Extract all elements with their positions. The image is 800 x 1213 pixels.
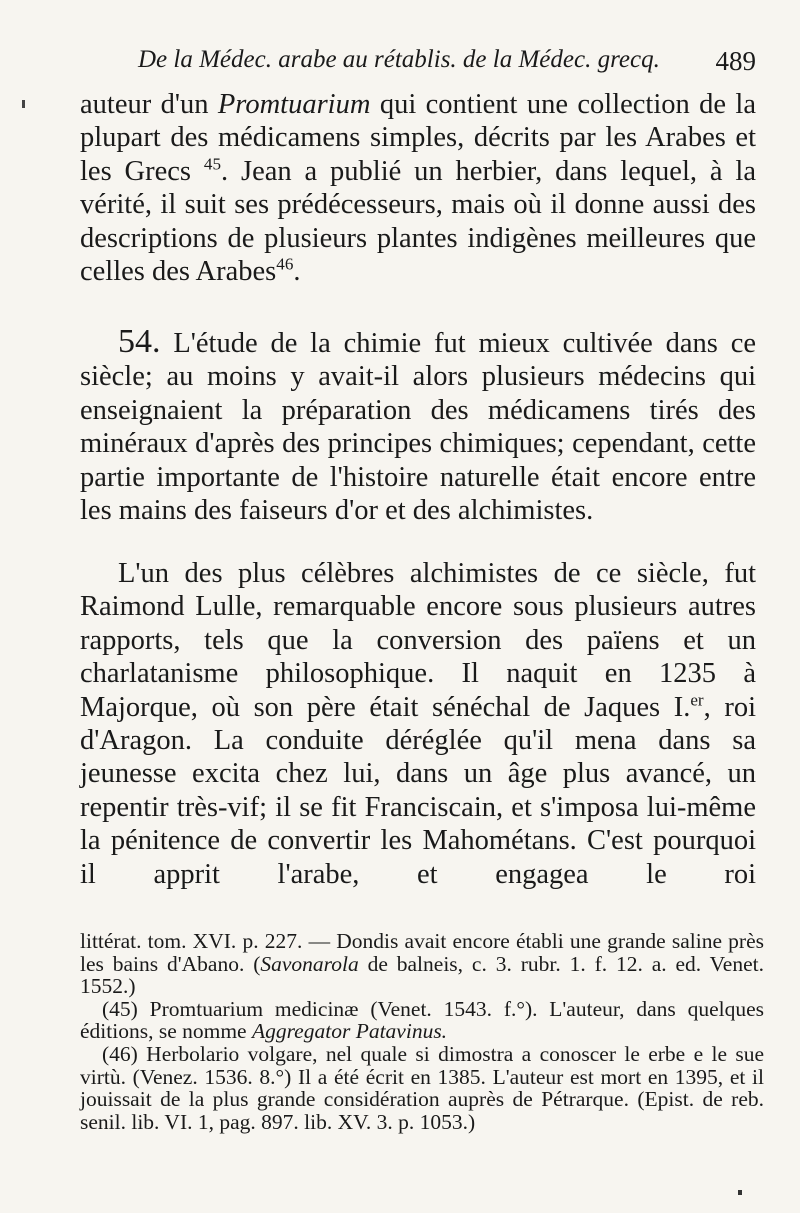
fn45-emphasis: Aggregator Patavinus. — [251, 1019, 448, 1044]
p2-text: L'étude de la chimie fut mieux cultivée dans ce siècle; au moins y avait-il alors plusieurs médecins qui enseignaient la préparation des médicamens tirés des minéraux d'après des principes chimiques; cependant, cette partie importante de l'histoire naturelle était encore entre les mains des faiseurs d'or et des alchimistes. — [80, 328, 756, 527]
footnote-45 — [80, 998, 764, 1043]
ordinal-superscript: er — [690, 690, 704, 710]
p1-text-b: qui contient une collection de la plupart des médicamens simples, décrits par les Arabes et les Grecs — [80, 89, 757, 187]
p1-emphasis: Promtuarium — [217, 89, 371, 120]
fn-cont-a: littérat. tom. XVI. p. 227. — Dondis avait encore établi une grande saline près les bains d'Abano. ( — [80, 929, 764, 976]
running-header — [138, 46, 756, 86]
section-number: 54. — [118, 323, 161, 360]
p3-text-a: L'un des plus célèbres alchimistes de ce siècle, fut Raimond Lulle, remarquable encore sous plusieurs autres rapports, tels que la conversion des païens et un charlatanisme philosophique. Il naquit en 1235 à Majorque, où son père était sénéchal de Jaques I. — [80, 558, 756, 723]
p3-text-b: , roi d'Aragon. La conduite déréglée qu'il mena dans sa jeunesse excita chez lui, dans un âge plus avancé, un repentir très-vif; il se fit Franciscain, et s'imposa lui-même la pénitence de convertir les Mahométans. C'est pourquoi il apprit l'arabe, et engagea le roi — [80, 691, 756, 890]
paragraph-3 — [80, 557, 756, 891]
footnotes — [80, 930, 764, 1133]
paragraph-1 — [80, 88, 756, 288]
footnote-46: (46) Herbolario volgare, nel quale si dimostra a conoscer le erbe e le sue virtù. (Venez. 1536. 8.°) Il a été écrit en 1385. L'auteur est mort en 1395, et il jouissait de la plus grande considération auprès de Pétrarque. (Epist. de reb. senil. lib. VI. 1, pag. 897. lib. XV. 3. p. 1053.) — [80, 1041, 764, 1134]
fn45-text: (45) Promtuarium medicinæ (Venet. 1543. f.°). L'auteur, dans quelques éditions, se nomme — [80, 996, 764, 1044]
p1-text-d: . — [293, 256, 301, 288]
margin-mark — [22, 100, 25, 108]
p1-text-a: auteur d'un — [80, 89, 218, 120]
p1-text-c: . Jean a publié un herbier, dans lequel, à la vérité, il suit ses prédécesseurs, mais où il donne aussi des descriptions de plusieurs plantes indigènes meilleures que celles des Arabes — [80, 155, 756, 288]
fn-cont-b: de balneis, c. 3. rubr. 1. f. 12. a. ed. Venet. 1552.) — [80, 951, 764, 999]
paragraph-2 — [80, 325, 756, 527]
running-title: De la Médec. arabe au rétablis. de la Médec. grecq. — [138, 46, 660, 73]
edge-mark — [738, 1190, 742, 1195]
footnote-ref-45: 45 — [203, 154, 221, 174]
footnote-continuation — [80, 930, 764, 998]
footnote-ref-46: 46 — [276, 254, 294, 274]
page-number: 489 — [715, 46, 756, 76]
fn-cont-emphasis: Savonarola — [260, 951, 359, 976]
